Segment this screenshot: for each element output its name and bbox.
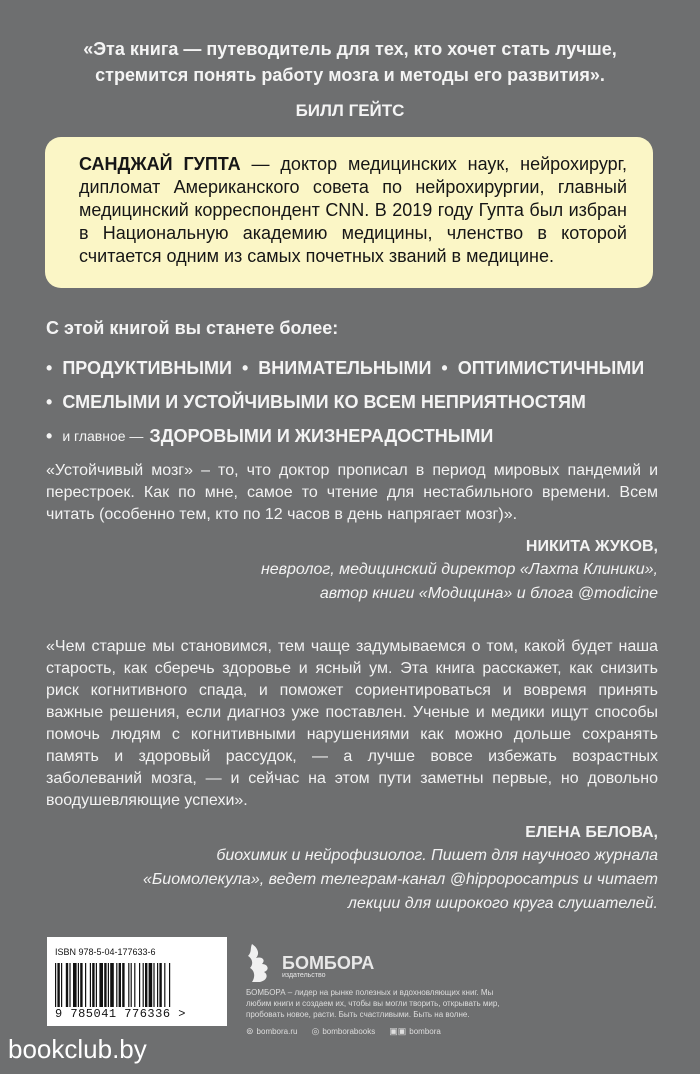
benefit-item: СМЕЛЫМИ И УСТОЙЧИВЫМИ КО ВСЕМ НЕПРИЯТНОСТЯМ bbox=[62, 391, 586, 412]
bullet-icon: • bbox=[46, 391, 53, 412]
review-text: «Устойчивый мозг» – то, что доктор прописал в период мировых пандемий и перестроек. Как по мне, самое то чтение для нестабильного времени. Всем читать (особенно тем, кто по 12 часов в день напрягает мозг)». bbox=[46, 462, 658, 523]
social-site[interactable] bbox=[246, 1026, 297, 1037]
reviewer-info: «Биомолекула», ведет телеграм-канал @hippopocampus и читает bbox=[142, 871, 658, 888]
barcode-bar bbox=[149, 963, 153, 1007]
barcode-bar bbox=[159, 963, 161, 1007]
barcode-bar bbox=[78, 963, 79, 1007]
quote-author: БИЛЛ ГЕЙТС bbox=[295, 101, 405, 120]
barcode-bar bbox=[131, 963, 132, 1007]
bullet-icon: • bbox=[441, 357, 448, 378]
barcode-bar bbox=[145, 963, 147, 1007]
barcode-bar bbox=[157, 963, 158, 1007]
bullet-icon: • bbox=[46, 357, 53, 378]
publisher-brand: БОМБОРА bbox=[282, 953, 375, 973]
barcode-bar bbox=[80, 963, 82, 1007]
barcode-bar bbox=[139, 963, 140, 1007]
review-2 bbox=[46, 636, 658, 916]
publisher-logo bbox=[246, 940, 506, 986]
benefit-item: ОПТИМИСТИЧНЫМИ bbox=[457, 357, 645, 378]
barcode-bar bbox=[90, 963, 91, 1007]
barcode-bar bbox=[116, 963, 117, 1007]
barcode-bar bbox=[164, 963, 165, 1007]
barcode-bar bbox=[92, 963, 94, 1007]
site-label: bombora.ru bbox=[256, 1027, 298, 1036]
barcode-bar bbox=[128, 963, 129, 1007]
barcode-bar bbox=[73, 963, 77, 1007]
bombora-logo-icon bbox=[246, 940, 276, 986]
benefit-item: ВНИМАТЕЛЬНЫМИ bbox=[258, 357, 432, 378]
barcode-bar bbox=[69, 963, 70, 1007]
reviewer-info: лекции для широкого круга слушателей. bbox=[347, 895, 658, 912]
barcode-bar bbox=[55, 963, 56, 1007]
barcode-bar bbox=[153, 963, 154, 1007]
reviewer-info: биохимик и нейрофизиолог. Пишет для научного журнала bbox=[216, 847, 658, 864]
barcode-icon bbox=[55, 963, 219, 1007]
barcode-bar bbox=[57, 963, 59, 1007]
barcode-bar bbox=[119, 963, 121, 1007]
barcode-digits: 9 785041 776336 > bbox=[55, 1007, 186, 1021]
barcode-bar bbox=[122, 963, 124, 1007]
barcode-bar bbox=[96, 963, 97, 1007]
review-1 bbox=[46, 460, 658, 606]
quote-line-1: «Эта книга — путеводитель для тех, кто хочет стать лучше, bbox=[83, 39, 617, 59]
benefits-row-2 bbox=[46, 385, 656, 419]
publisher-socials bbox=[246, 1026, 506, 1037]
reviewer-info: автор книги «Модицина» и блога @modicine bbox=[319, 585, 658, 602]
barcode-bar bbox=[66, 963, 68, 1007]
insta-label: bomborabooks bbox=[322, 1027, 376, 1036]
publisher-block bbox=[246, 940, 506, 1037]
watermark: bookclub.by bbox=[8, 1034, 147, 1064]
benefits-section bbox=[46, 318, 656, 453]
author-name: САНДЖАЙ ГУПТА bbox=[79, 154, 241, 174]
isbn-label: ISBN 978-5-04-177633-6 bbox=[55, 947, 156, 957]
barcode-bar bbox=[110, 963, 114, 1007]
author-bio-text: — доктор медицинских наук, нейрохирург, дипломат Американского совета по нейрохирургии, главный медицинский корреспондент CNN. В 2019 году Гупта был избран в Национальную академию медицины, членство в которой считается одним из самых почетных званий в медицине. bbox=[79, 154, 628, 266]
publisher-brand-sub: издательство bbox=[282, 972, 326, 979]
instagram-icon: ◎ bbox=[311, 1026, 320, 1036]
barcode-bar bbox=[104, 963, 106, 1007]
reviewer-name: НИКИТА ЖУКОВ, bbox=[525, 538, 658, 555]
benefits-row-1 bbox=[46, 351, 656, 385]
bullet-icon: • bbox=[46, 425, 53, 446]
barcode-bar bbox=[85, 963, 86, 1007]
globe-icon: ⊚ bbox=[246, 1026, 254, 1036]
reviewer-name: ЕЛЕНА БЕЛОВА, bbox=[525, 824, 658, 841]
benefits-row-3 bbox=[46, 419, 656, 453]
top-quote bbox=[0, 36, 700, 124]
benefits-intro: С этой книгой вы станете более: bbox=[46, 318, 339, 338]
barcode-bar bbox=[61, 963, 62, 1007]
social-other[interactable] bbox=[389, 1026, 441, 1037]
quote-line-2: стремится понять работу мозга и методы его развития». bbox=[95, 65, 605, 85]
barcode-bar bbox=[108, 963, 109, 1007]
social-label: bombora bbox=[409, 1027, 441, 1036]
social-insta[interactable] bbox=[311, 1026, 375, 1037]
bullet-icon: • bbox=[241, 357, 249, 378]
benefit-item: ЗДОРОВЫМИ И ЖИЗНЕРАДОСТНЫМИ bbox=[149, 425, 494, 446]
barcode-box bbox=[47, 937, 227, 1026]
barcode-bar bbox=[99, 963, 103, 1007]
reviewer-info: невролог, медицинский директор «Лахта Клиники», bbox=[260, 561, 658, 578]
benefit-item: ПРОДУКТИВНЫМИ bbox=[62, 357, 232, 378]
barcode-bar bbox=[134, 963, 135, 1007]
publisher-text: БОМБОРА – лидер на рынке полезных и вдохновляющих книг. Мы любим книги и создаем их, чтобы вы могли творить, открывать мир, пробовать новое, расти. Быть счастливыми. Быть на волне. bbox=[246, 988, 500, 1019]
author-bio-box bbox=[45, 137, 653, 288]
social-icons: ▣▣ bbox=[389, 1026, 407, 1036]
barcode-bar bbox=[143, 963, 144, 1007]
barcode-bar bbox=[169, 963, 170, 1007]
review-text: «Чем старше мы становимся, тем чаще задумываемся о том, какой будет наша старость, как сберечь здоровье и ясный ум. Эта книга расскажет, как снизить риск когнитивного спада, и поможет сориентироваться и вовремя принять важные решения, если диагноз уже поставлен. Ученые и медики ищут способы помочь людям с когнитивными нарушениями как можно дольше сохранять память и здоровый рассудок, — а лучше вовсе избежать возрастных заболеваний мозга, — и сейчас на этом пути заметны первые, но довольно воодушевляющие успехи». bbox=[46, 638, 658, 809]
benefit-prefix: и главное — bbox=[62, 428, 144, 444]
